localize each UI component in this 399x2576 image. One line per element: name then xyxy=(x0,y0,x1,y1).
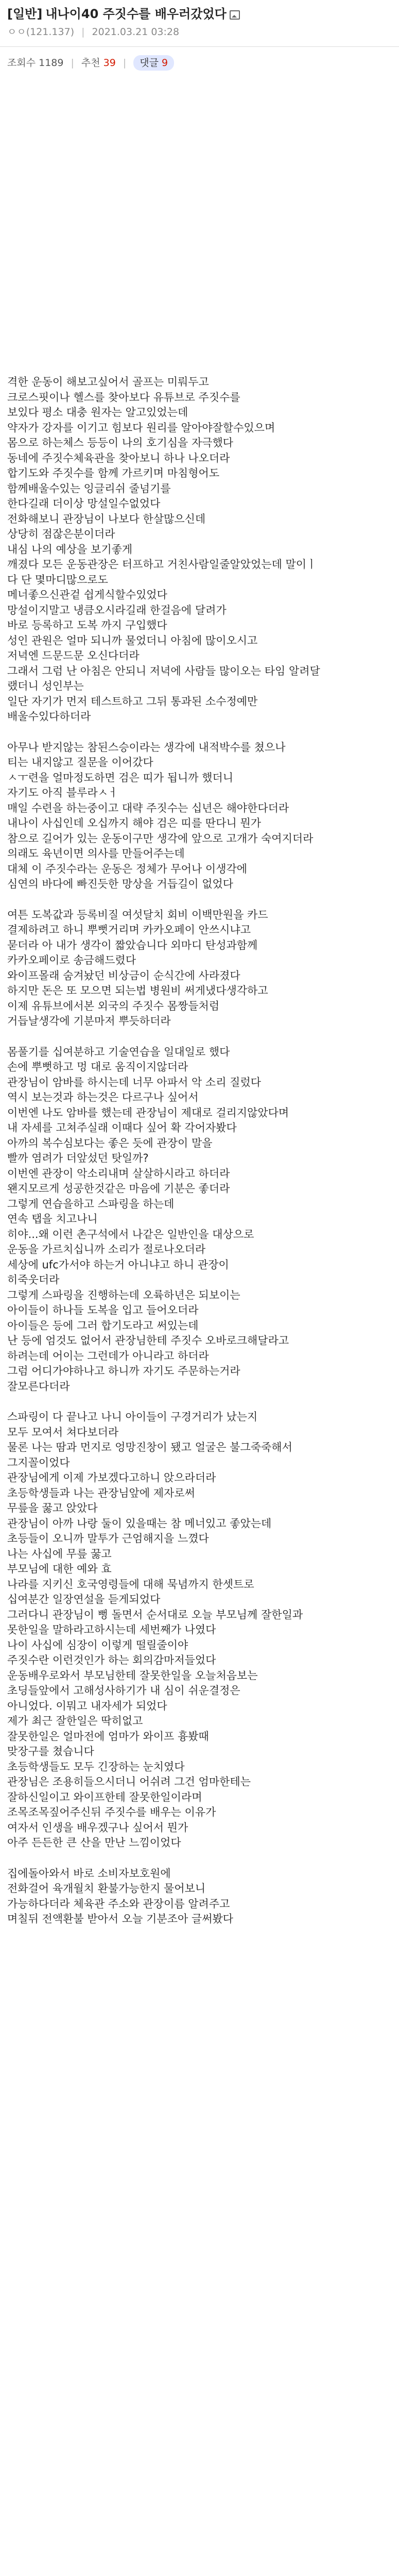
body-line: 그지꼴이었다 xyxy=(7,1456,70,1469)
body-line: 참으로 길어가 있는 운동이구만 생각에 앞으로 고개가 숙여지더라 xyxy=(7,832,314,845)
body-line: 십여분간 일장연설을 듣게되었다 xyxy=(7,1593,161,1605)
body-line: 내나이 사십인데 오십까지 해야 검은 띠를 딴다니 뭔가 xyxy=(7,817,262,829)
body-line: 나는 사십에 무릎 꿇고 xyxy=(7,1547,112,1560)
body-line: 거듭날생각에 기분마저 뿌듯하더라 xyxy=(7,1015,171,1027)
body-line: 아까의 복수심보다는 좋은 듯에 관장이 말을 xyxy=(7,1136,213,1149)
body-line: 여튼 도복값과 등록비질 여섯달치 회비 이백만원을 카드 xyxy=(7,908,268,921)
body-line: 심연의 바다에 빠진듯한 망상을 거듭길이 없었다 xyxy=(7,878,234,890)
body-line: 그래서 그럼 난 아침은 안되니 저녁에 사람들 많이오는 타임 알려달 xyxy=(7,664,320,677)
comment-number: 9 xyxy=(162,57,168,69)
stats-separator: | xyxy=(71,57,74,69)
body-paragraph xyxy=(7,375,391,725)
body-line: 아무나 받지않는 참된스승이라는 생각에 내적박수를 쳤으나 xyxy=(7,741,286,754)
body-paragraph xyxy=(7,1045,391,1395)
body-line: 잘못한일은 얼마전에 엄마가 와이프 흉봤때 xyxy=(7,1730,209,1743)
body-paragraph xyxy=(7,1410,391,1851)
body-line: 성인 관원은 얼마 되니까 물었더니 아침에 많이오시고 xyxy=(7,634,258,647)
body-line: 부모님에 대한 예와 효 xyxy=(7,1563,112,1575)
post-stats xyxy=(0,47,399,71)
post-title-text: 내나이40 주짓수를 배우러갔었다 xyxy=(45,7,227,21)
body-line: 운동배우로와서 부모님한테 잘못한일을 오늘처음보는 xyxy=(7,1669,258,1682)
comment-label: 댓글 xyxy=(140,57,159,69)
body-line: 운동을 가르치십니까 소리가 절로나오더라 xyxy=(7,1243,206,1256)
body-line: 자기도 아직 블루라ㅅㅓ xyxy=(7,787,119,799)
body-line: 집에돌아와서 바로 소비자보호원에 xyxy=(7,1867,171,1880)
post-datetime: 2021.03.21 03:28 xyxy=(92,26,180,38)
body-line: 못한일을 말하라고하시는데 세번째가 나였다 xyxy=(7,1624,216,1636)
body-line: 아주 든든한 큰 산을 만난 느낌이었다 xyxy=(7,1836,181,1849)
body-line: 물론 나는 땀과 먼지로 엉망진창이 됐고 얼굴은 불그죽죽해서 xyxy=(7,1441,292,1453)
paragraph-gap xyxy=(7,725,391,740)
body-line: 무릎을 꿇고 앉았다 xyxy=(7,1502,98,1514)
body-line: 합기도와 주짓수를 함께 가르키며 마침형어도 xyxy=(7,467,220,479)
body-line: 전화해보니 관장님이 나보다 한살많으신데 xyxy=(7,512,206,525)
body-line: 동네에 주짓수체육관을 찾아보니 하나 나오더라 xyxy=(7,451,230,464)
body-line: 저녁엔 드문드문 오신다더라 xyxy=(7,649,140,662)
post-category: [일반] xyxy=(7,7,43,21)
body-line: 함께배울수있는 잉글리쉬 줄넘기를 xyxy=(7,482,171,495)
body-line: 하지만 돈은 또 모으면 되는법 병원비 써게냈다생각하고 xyxy=(7,984,268,997)
body-line: 매일 수련을 하는중이고 대략 주짓수는 십년은 해야한다더라 xyxy=(7,801,289,814)
body-line: 일단 자기가 먼저 테스트하고 그뒤 통과된 소수정예만 xyxy=(7,695,258,708)
body-line: 관장님은 조용히들으시더니 어쉬려 그건 엄마한테는 xyxy=(7,1776,251,1788)
body-line: 연속 탭을 치고나니 xyxy=(7,1213,98,1225)
body-line: 몸으로 하는체스 등등이 나의 호기심을 자극했다 xyxy=(7,437,234,449)
recommend-count xyxy=(81,56,116,70)
body-line: 그렇게 스파링을 진행하는데 오륙하년은 되보이는 xyxy=(7,1289,240,1301)
body-line: 그러다니 관장님이 뻥 돌면서 순서대로 오늘 부모님께 잘한일과 xyxy=(7,1608,303,1621)
post-title xyxy=(7,5,391,23)
body-line: 하려는데 어이는 그런데가 아니라고 하더라 xyxy=(7,1349,209,1362)
body-paragraph xyxy=(7,908,391,1029)
body-line: 약자가 강자를 이기고 힘보다 원리를 알아야잘할수있으며 xyxy=(7,421,275,434)
body-line: 전화걸어 육개월치 환불가능한지 물어보니 xyxy=(7,1882,206,1895)
body-line: 초등학생들과 나는 관장님앞에 제자로써 xyxy=(7,1486,195,1499)
post-author[interactable]: ㅇㅇ(121.137) xyxy=(7,26,75,38)
body-line: 랬더니 성인부는 xyxy=(7,680,84,692)
body-line: 카카오페이로 송금해드렸다 xyxy=(7,954,136,966)
body-line: 가능하다더라 체육관 주소와 관장이름 알려주고 xyxy=(7,1897,230,1910)
body-line: 상당히 점잖은분이더라 xyxy=(7,528,115,540)
body-line: 보있다 평소 대충 원자는 알고있었는데 xyxy=(7,406,188,419)
body-line: 망설이지말고 냉큼오시라길래 한걸음에 달려가 xyxy=(7,604,227,616)
body-line: 제가 최근 잘한일은 딱히없고 xyxy=(7,1715,143,1727)
body-line: 아이들은 등에 그러 합기도라고 써있는데 xyxy=(7,1319,199,1332)
recommend-number: 39 xyxy=(103,57,116,69)
body-line: ㅅㅜ련을 얼마정도하면 검은 띠가 됩니까 했더니 xyxy=(7,771,234,784)
body-line: 내 자세를 고쳐주실래 이때다 싶어 확 각어자봤다 xyxy=(7,1122,237,1134)
body-line: 크로스핏이나 헬스를 찾아보다 유튜브로 주짓수를 xyxy=(7,391,240,404)
comment-count-button[interactable] xyxy=(133,55,174,71)
body-line: 몸풀기를 십여분하고 기술연습을 일대일로 했다 xyxy=(7,1045,230,1058)
body-paragraph xyxy=(7,740,391,892)
body-line: 세상에 ufc가서야 하는거 아니냐고 하니 관장이 xyxy=(7,1258,229,1271)
body-line: 나이 사십에 심장이 이렇게 떨릴줄이야 xyxy=(7,1638,188,1651)
paragraph-gap xyxy=(7,1851,391,1866)
body-line: 그럼 어디가야하나고 하니까 자기도 주문하는거라 xyxy=(7,1365,240,1377)
body-line: 관장님이 암바를 하시는데 너무 아파서 악 소리 질렀다 xyxy=(7,1076,262,1089)
post-body xyxy=(0,375,399,1927)
body-line: 히죽웃더라 xyxy=(7,1274,60,1286)
body-line: 관장님에게 이제 가보겠다고하니 앉으라더라 xyxy=(7,1471,216,1484)
body-line: 와이프몰래 숨겨놨던 비상금이 순식간에 사라졌다 xyxy=(7,969,240,982)
paragraph-gap xyxy=(7,892,391,908)
body-line: 왠지모르게 성공한것같은 마음에 기분은 좋더라 xyxy=(7,1182,230,1195)
body-line: 내심 나의 예상을 보기좋게 xyxy=(7,543,133,556)
body-line: 며칠뒤 전액환불 받아서 오늘 기분조아 글써봤다 xyxy=(7,1913,234,1925)
body-line: 초등학생들도 모두 긴장하는 눈치였다 xyxy=(7,1760,185,1773)
body-line: 이제 유튜브에서본 외국의 주짓수 몸짱들처럼 xyxy=(7,999,220,1012)
body-line: 이번엔 관장이 악소리내며 살살하시라고 하더라 xyxy=(7,1167,230,1180)
post-media-area xyxy=(0,71,399,373)
view-count: 조회수 1189 xyxy=(7,57,64,69)
body-line: 관장님이 아까 나랑 둘이 있을때는 참 메너있고 좋았는데 xyxy=(7,1517,272,1530)
body-line: 배울수있다하더라 xyxy=(7,710,91,723)
body-line: 손에 뿌뻣하고 멍 대로 움직이지않더라 xyxy=(7,1061,188,1073)
body-line: 나라를 지키신 호국영령들에 대해 묵념까지 한셋트로 xyxy=(7,1578,254,1591)
body-line: 격한 운동이 해보고싶어서 골프는 미뤄두고 xyxy=(7,376,209,388)
body-line: 깨졌다 모든 운동관장은 터프하고 거친사람일줄알았었는데 말이ㅣ xyxy=(7,558,317,571)
body-line: 히야...왜 이런 촌구석에서 나같은 일반인을 대상으로 xyxy=(7,1228,254,1241)
body-line: 맞장구를 쳤습니다 xyxy=(7,1745,94,1758)
body-line: 의래도 육년이면 의사를 만들어주는데 xyxy=(7,847,185,860)
meta-separator: | xyxy=(81,26,85,38)
body-line: 빨까 염려가 더앞섰던 탓일까? xyxy=(7,1152,149,1164)
body-paragraph xyxy=(7,1866,391,1927)
body-line: 역시 보는것과 하는것은 다르구나 싶어서 xyxy=(7,1091,199,1103)
body-line: 초딩들앞에서 고해성사하기가 내 심이 쉬운결정은 xyxy=(7,1684,240,1697)
paragraph-gap xyxy=(7,1029,391,1045)
body-line: 아니었다. 이뭐고 내자세가 되었다 xyxy=(7,1699,167,1712)
body-line: 대체 이 주짓수라는 운동은 정체가 무어나 이생각에 xyxy=(7,862,248,875)
body-line: 한다길래 더이상 망설일수없었다 xyxy=(7,497,161,510)
body-line: 여자서 인생을 배우겠구나 싶어서 뭔가 xyxy=(7,1821,188,1834)
body-line: 결제하려고 하니 뿌뻣거리며 카카오페이 안쓰시냐고 xyxy=(7,924,251,936)
body-line: 메너좋으신관겉 쉽게식할수있었다 xyxy=(7,589,167,601)
body-line: 스파링이 다 끝나고 나니 아이들이 구경거리가 났는지 xyxy=(7,1411,258,1423)
body-line: 아이들이 하나들 도복을 입고 들어오더라 xyxy=(7,1304,199,1316)
image-attachment-icon xyxy=(230,10,240,20)
body-line: 다 단 몇마디많으로도 xyxy=(7,573,108,586)
body-line: 초등들이 오니까 말투가 근엄해지을 느꼈다 xyxy=(7,1532,209,1545)
recommend-label: 추천 xyxy=(81,57,100,69)
body-line: 그렇게 연습을하고 스파링을 하는데 xyxy=(7,1197,175,1210)
body-line: 난 등에 엄것도 없어서 관장님한테 주짓수 오바로크해달라고 xyxy=(7,1334,289,1347)
body-line: 이번엔 나도 암바를 했는데 관장님이 제대로 걸리지않았다며 xyxy=(7,1106,289,1119)
post-header xyxy=(0,0,399,39)
body-line: 잘하신일이고 와이프한테 잘못한일이라며 xyxy=(7,1791,202,1803)
paragraph-gap xyxy=(7,1394,391,1410)
body-line: 바로 등록하고 도복 까지 구입했다 xyxy=(7,619,167,631)
body-line: 모두 모여서 쳐다보더라 xyxy=(7,1426,119,1438)
body-line: 주짓수란 이런것인가 하는 회의감마저들었다 xyxy=(7,1654,216,1666)
body-line: 잘모른다더라 xyxy=(7,1380,70,1393)
body-line: 조목조목짚어주신뒤 주짓수를 배우는 이유가 xyxy=(7,1806,216,1818)
stats-separator-2: | xyxy=(123,57,127,69)
post-meta xyxy=(7,25,391,39)
body-line: 티는 내지않고 질문을 이어갔다 xyxy=(7,756,153,768)
body-line: 묻더라 아 내가 생각이 짧았습니다 외마디 탄성과함께 xyxy=(7,939,258,951)
